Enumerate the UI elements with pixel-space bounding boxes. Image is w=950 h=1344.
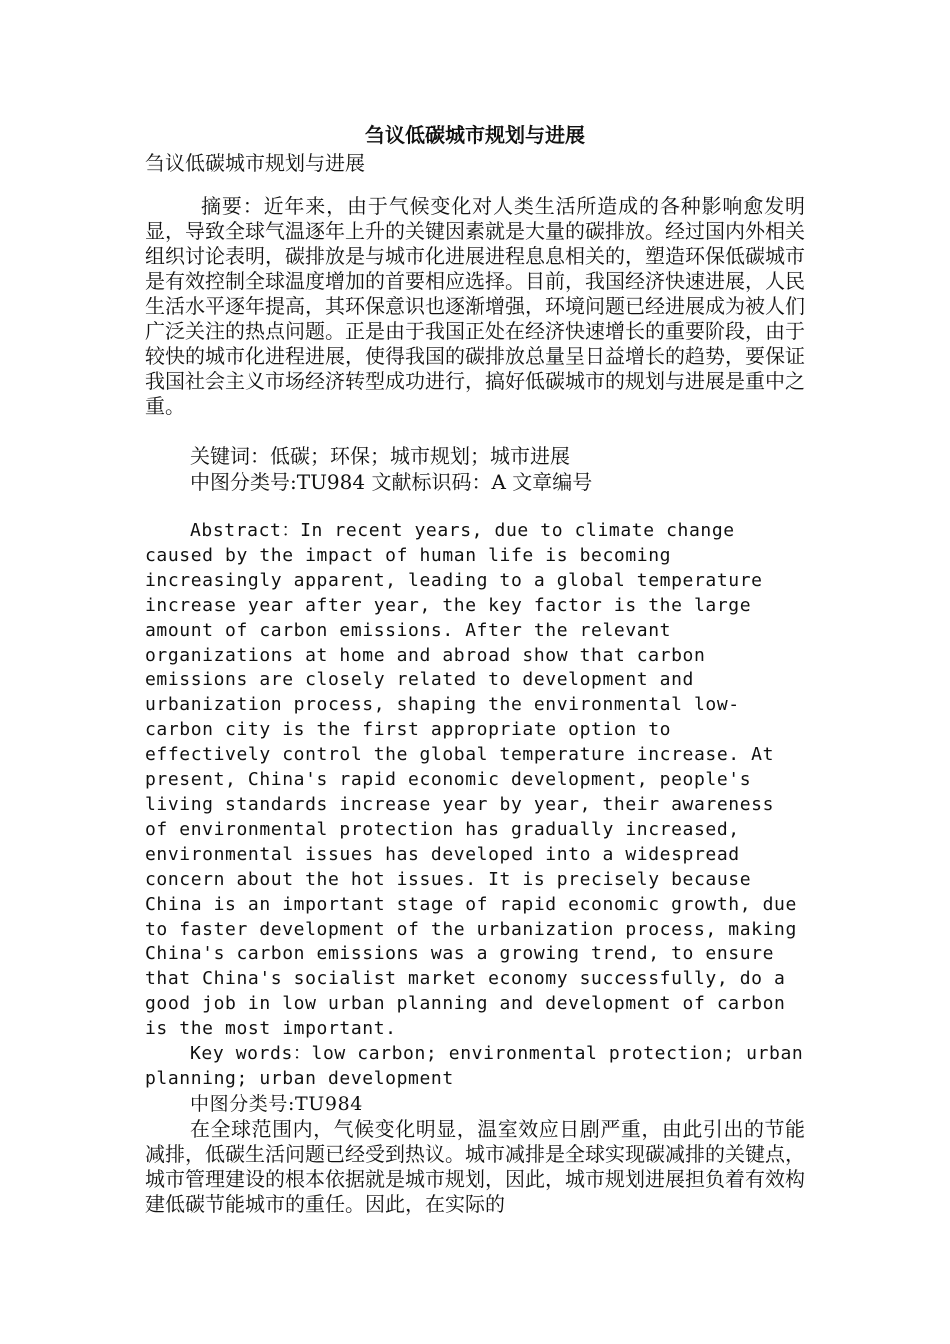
classification-line: 中图分类号:TU984 文献标识码：A 文章编号 <box>190 470 593 494</box>
document-title: 刍议低碳城市规划与进展 <box>365 123 585 147</box>
document-page <box>145 120 805 1217</box>
body-paragraph: 在全球范围内，气候变化明显，温室效应日剧严重，由此引出的节能减排，低碳生活问题已经受到热议。城市减排是全球实现碳减排的关键点，城市管理建设的根本依据就是城市规划，因此，城市规划进展担负着有效构建低碳节能城市的重任。因此，在实际的 <box>145 1116 805 1216</box>
keywords-cn: 关键词：低碳；环保；城市规划；城市进展 <box>190 444 570 468</box>
spacer <box>145 419 805 443</box>
abstract-en: Abstract：In recent years, due to climate change caused by the impact of human life is becoming increasingly apparent, leading to a global temperature increase year after year, the key factor is the large amount of carbon emissions. After the relevant organizations at home and abroad show that carbon emissions are closely related to development and urbanization process, shaping the environmental low-carbon city is the first appropriate option to effectively control the global temperature increase. At present, China's rapid economic development, people's living standards increase year by year, their awareness of environmental protection has gradually increased, environmental issues has developed into a widespread concern about the hot issues. It is precisely because China is an important stage of rapid economic growth, due to faster development of the urbanization process, making China's carbon emissions was a growing trend, to ensure that China's socialist market economy successfully, do a good job in low urban planning and development of carbon is the most important. <box>145 520 797 1040</box>
classification-short: 中图分类号:TU984 <box>190 1092 363 1115</box>
spacer <box>145 495 805 519</box>
document-subtitle: 刍议低碳城市规划与进展 <box>145 151 365 175</box>
abstract-cn: 摘要：近年来，由于气候变化对人类生活所造成的各种影响愈发明显，导致全球气温逐年上升的关键因素就是大量的碳排放。经过国内外相关组织讨论表明，碳排放是与城市化进展进程息息相关的，塑造环保低碳城市是有效控制全球温度增加的首要相应选择。目前，我国经济快速进展，人民生活水平逐年提高，其环保意识也逐渐增强，环境问题已经进展成为被人们广泛关注的热点问题。正是由于我国正处在经济快速增长的重要阶段，由于较快的城市化进程进展，使得我国的碳排放总量呈日益增长的趋势，要保证我国社会主义市场经济转型成功进行，搞好低碳城市的规划与进展是重中之重。 <box>145 194 805 418</box>
keywords-en: Key words：low carbon; environmental protection; urban planning; urban development <box>145 1043 804 1089</box>
